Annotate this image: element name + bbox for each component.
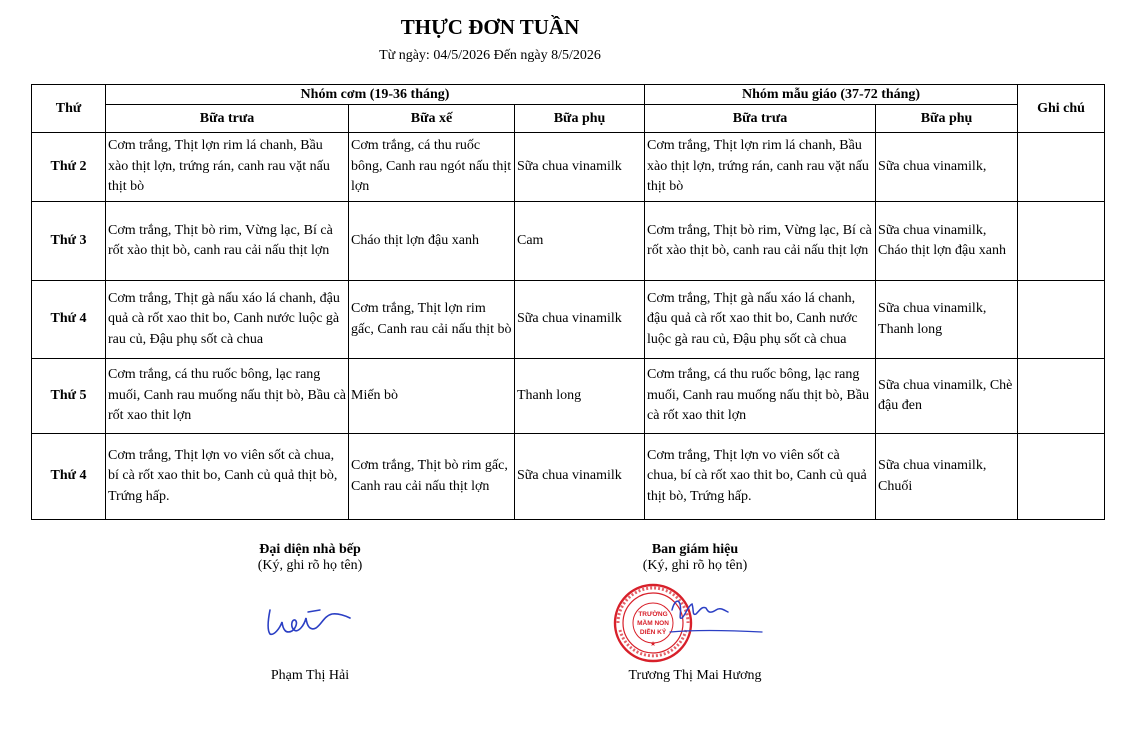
- g2-snack-cell: Sữa chua vinamilk, Cháo thịt lợn đậu xanh: [876, 202, 1018, 281]
- weekly-menu-table: [31, 84, 1105, 520]
- day-cell: Thứ 3: [32, 202, 106, 281]
- g1-lunch-cell: Cơm trắng, Thịt lợn vo viên sốt cà chua, bí cà rốt xao thit bo, Canh củ quả thịt bò, Trứng hấp.: [106, 434, 349, 520]
- g2-lunch-cell: Cơm trắng, Thịt gà nấu xáo lá chanh, đậu quả cà rốt xao thit bo, Canh nước luộc gà rau củ, Đậu phụ sốt cà chua: [645, 281, 876, 359]
- header-group-preschool: Nhóm mẫu giáo (37-72 tháng): [645, 85, 1018, 105]
- date-range: Từ ngày: 04/5/2026 Đến ngày 8/5/2026: [379, 48, 601, 63]
- table-row: [32, 202, 1105, 281]
- svg-text:TRƯỜNG: TRƯỜNG: [638, 611, 668, 618]
- day-cell: Thứ 4: [32, 434, 106, 520]
- board-sign-instruction: (Ký, ghi rõ họ tên): [642, 558, 748, 573]
- note-cell: [1018, 281, 1105, 359]
- g2-snack-cell: Sữa chua vinamilk,: [876, 133, 1018, 202]
- g2-lunch-cell: Cơm trắng, Thịt lợn rim lá chanh, Bầu xào thịt lợn, trứng rán, canh rau vặt nấu thịt bò: [645, 133, 876, 202]
- g1-lunch-cell: Cơm trắng, Thịt bò rim, Vừng lạc, Bí cà rốt xào thịt bò, canh rau cải nấu thịt lợn: [106, 202, 349, 281]
- header-g1-snack: Bữa phụ: [515, 105, 645, 133]
- note-cell: [1018, 359, 1105, 434]
- g2-snack-cell: Sữa chua vinamilk, Chè đậu đen: [876, 359, 1018, 434]
- header-group-rice: Nhóm cơm (19-36 tháng): [106, 85, 645, 105]
- day-cell: Thứ 2: [32, 133, 106, 202]
- g1-afternoon-cell: Cơm trắng, cá thu ruốc bông, Canh rau ngót nấu thịt lợn: [349, 133, 515, 202]
- note-cell: [1018, 202, 1105, 281]
- school-stamp-and-signature: [612, 580, 772, 666]
- board-role: Ban giám hiệu: [651, 542, 739, 557]
- header-g2-snack: Bữa phụ: [876, 105, 1018, 133]
- g2-snack-cell: Sữa chua vinamilk, Thanh long: [876, 281, 1018, 359]
- svg-text:★: ★: [649, 641, 657, 648]
- header-g1-lunch: Bữa trưa: [106, 105, 349, 133]
- board-signer-name: Trương Thị Mai Hương: [628, 668, 762, 683]
- header-day: Thứ: [32, 85, 106, 133]
- g1-afternoon-cell: Cơm trắng, Thịt lợn rim gấc, Canh rau cải nấu thịt bò: [349, 281, 515, 359]
- principal-handwritten-signature: [672, 601, 728, 618]
- day-cell: Thứ 5: [32, 359, 106, 434]
- table-row: [32, 281, 1105, 359]
- table-row: [32, 434, 1105, 520]
- header-g2-lunch: Bữa trưa: [645, 105, 876, 133]
- note-cell: [1018, 434, 1105, 520]
- g2-lunch-cell: Cơm trắng, cá thu ruốc bông, lạc rang muối, Canh rau muống nấu thịt bò, Bầu cà rốt xao thit lợn: [645, 359, 876, 434]
- kitchen-role: Đại diện nhà bếp: [259, 542, 361, 557]
- g1-afternoon-cell: Miến bò: [349, 359, 515, 434]
- kitchen-sign-instruction: (Ký, ghi rõ họ tên): [257, 558, 363, 573]
- header-note: Ghi chú: [1018, 85, 1105, 133]
- table-row: [32, 133, 1105, 202]
- g1-snack-cell: Sữa chua vinamilk: [515, 281, 645, 359]
- g1-lunch-cell: Cơm trắng, Thịt gà nấu xáo lá chanh, đậu quả cà rốt xao thit bo, Canh nước luộc gà rau củ, Đậu phụ sốt cà chua: [106, 281, 349, 359]
- kitchen-signer-name: Phạm Thị Hải: [270, 668, 350, 683]
- svg-text:DIỄN KỶ: DIỄN KỶ: [639, 629, 667, 636]
- g2-lunch-cell: Cơm trắng, Thịt bò rim, Vừng lạc, Bí cà rốt xào thịt bò, canh rau cải nấu thịt lợn: [645, 202, 876, 281]
- page-title: THỰC ĐƠN TUẦN: [400, 15, 580, 39]
- g2-snack-cell: Sữa chua vinamilk, Chuối: [876, 434, 1018, 520]
- g1-afternoon-cell: Cơm trắng, Thịt bò rim gấc, Canh rau cải nấu thịt lợn: [349, 434, 515, 520]
- school-red-stamp: [615, 585, 691, 661]
- g1-snack-cell: Sữa chua vinamilk: [515, 434, 645, 520]
- g2-lunch-cell: Cơm trắng, Thịt lợn vo viên sốt cà chua, bí cà rốt xao thit bo, Canh củ quả thịt bò, Trứng hấp.: [645, 434, 876, 520]
- header-g1-afternoon: Bữa xế: [349, 105, 515, 133]
- g1-lunch-cell: Cơm trắng, Thịt lợn rim lá chanh, Bầu xào thịt lợn, trứng rán, canh rau vặt nấu thịt bò: [106, 133, 349, 202]
- g1-snack-cell: Sữa chua vinamilk: [515, 133, 645, 202]
- day-cell: Thứ 4: [32, 281, 106, 359]
- g1-lunch-cell: Cơm trắng, cá thu ruốc bông, lạc rang muối, Canh rau muống nấu thịt bò, Bầu cà rốt xao thit lợn: [106, 359, 349, 434]
- note-cell: [1018, 133, 1105, 202]
- kitchen-handwritten-signature: [262, 598, 362, 643]
- g1-snack-cell: Thanh long: [515, 359, 645, 434]
- g1-afternoon-cell: Cháo thịt lợn đậu xanh: [349, 202, 515, 281]
- table-row: [32, 359, 1105, 434]
- svg-text:MẦM NON: MẦM NON: [637, 620, 669, 627]
- g1-snack-cell: Cam: [515, 202, 645, 281]
